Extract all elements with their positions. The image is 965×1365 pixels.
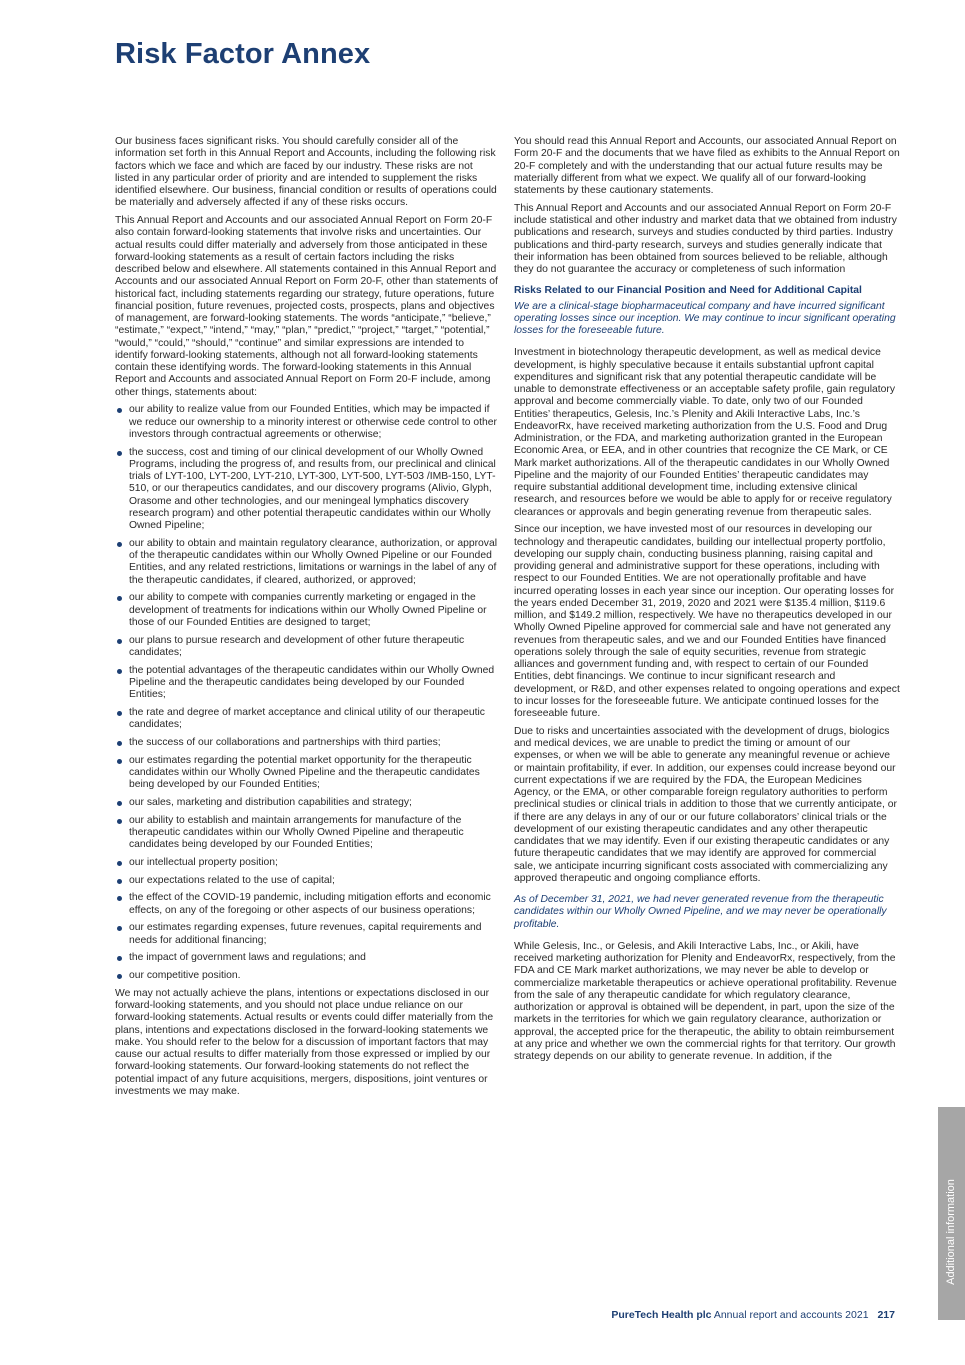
body-paragraph: Investment in biotechnology therapeutic development, as well as medical device development, is highly speculative because it entails substantial upfront capital expenditures and significant risk that any potential therapeutic candidate will be unable to demonstrate effectiveness or an acceptable safety profile, gain regulatory approval and become commercially viable. To date, only two of our Founded Entities’ therapeutics, Gelesis, Inc.’s Plenity and Akili Interactive Labs, Inc.’s EndeavorRx, have received marketing authorization from the U.S. Food and Drug Administration, or the FDA, and marketing authorization granted in the European Economic Area, or EEA, and in other countries that recognize the CE Mark, or CE Mark market authorizations. All of the therapeutic candidates in our Wholly Owned Pipeline and the majority of our Founded Entities’ therapeutic candidates may require substantial additional development time, including extensive clinical research, and resources before we would be able to apply for or receive regulatory clearances or approvals and begin generating revenue from therapeutic sales. <box>514 347 896 518</box>
list-item: our expectations related to the use of capital; <box>115 875 498 887</box>
list-item: our competitive position. <box>115 970 498 982</box>
footer-report: Annual report and accounts 2021 <box>713 1309 869 1321</box>
left-column <box>115 136 498 1104</box>
list-item: the success of our collaborations and partnerships with third parties; <box>115 737 498 749</box>
list-item: the effect of the COVID-19 pandemic, including mitigation efforts and economic effects, on any of the foregoing or other aspects of our business operations; <box>115 892 498 917</box>
list-item: our plans to pursue research and development of other future therapeutic candidates; <box>115 635 498 660</box>
section-heading: Risks Related to our Financial Position and Need for Additional Capital <box>514 285 862 297</box>
page-footer <box>611 1309 895 1321</box>
body-paragraph: Since our inception, we have invested most of our resources in developing our technology and therapeutic candidates, building our intellectual property portfolio, developing our supply chain, conducting business planning, raising capital and providing general and administrative support for these operations, including with respect to our Founded Entities. We are not operationally profitable and have incurred operating losses in each year since our inception. Our operating losses for the years ended December 31, 2019, 2020 and 2021 were $135.4 million, $119.6 million, and $149.2 million, respectively. We have no therapeutics developed in our Wholly Owned Pipeline approved for commercial sale and have not generated any revenues from therapeutic sales, and we and our Founded Entities have financed operations solely through the sale of equity securities, revenue from strategic alliances and government funding and, with respect to certain of our Founded Entities, debt financings. We continue to incur significant research and development, or R&D, and other expenses related to ongoing operations and expect to incur losses for the foreseeable future. We anticipate continued losses for the foreseeable future. <box>514 524 900 719</box>
page-title: Risk Factor Annex <box>115 38 371 70</box>
footer-company: PureTech Health plc <box>611 1309 712 1321</box>
body-paragraph: While Gelesis, Inc., or Gelesis, and Akili Interactive Labs, Inc., or Akili, have received marketing authorization for Plenity and EndeavorRx, respectively, from the FDA and CE Mark market authorizations, we may never be able to develop or commercialize marketable therapeutics or achieve operational profitability. Revenue from the sale of any therapeutic candidate for which regulatory clearance, authorization or approval is obtained will be dependent, in part, upon the size of the markets in the territories for which we gain regulatory clearance, authorization or approval, the accepted price for the therapeutic, the ability to obtain reimbursement at any price and whether we own the commercial rights for that territory. Our growth strategy depends on our ability to generate revenue. In addition, if the <box>514 940 897 1062</box>
list-item: the potential advantages of the therapeutic candidates within our Wholly Owned Pipeline and the therapeutic candidates being developed by our Founded Entities; <box>115 665 498 702</box>
list-item: our ability to compete with companies currently marketing or engaged in the development of treatments for indications within our Wholly Owned Pipeline or those of our Founded Entities are designed to target; <box>115 592 498 629</box>
side-tab-label: Additional information <box>945 1179 957 1285</box>
intro-paragraph: Our business faces significant risks. You should carefully consider all of the information set forth in this Annual Report and Accounts, including the following risk factors which we face and which are faced by our industry. These risks are not listed in any particular order of priority and are intended to supplement the risks identified elsewhere. Our business, financial condition or results of operations could be materially and adversely affected if any of these risks occurs. <box>115 136 497 209</box>
risk-heading: We are a clinical-stage biopharmaceutical company and have incurred significant operating losses since our inception. We may continue to incur significant operating losses for the foreseeable future. <box>514 300 896 336</box>
list-item: our estimates regarding expenses, future revenues, capital requirements and needs for additional financing; <box>115 922 498 947</box>
intro-paragraph: This Annual Report and Accounts and our associated Annual Report on Form 20-F also contain forward-looking statements that involve risks and uncertainties. Our actual results could differ materially and adversely from those anticipated in these forward-looking statements as a result of certain factors including the risks described below and elsewhere. All statements contained in this Annual Report and Accounts and our associated Annual Report on Form 20-F, other than statements of historical fact, including statements regarding our strategy, future operations, future financial position, future revenues, projected costs, prospects, plans and objectives of management, are forward-looking statements. The words “anticipate,” “believe,” “estimate,” “expect,” “intend,” “may,” “plan,” “predict,” “project,” “target,” “potential,” “would,” “could,” “should,” “continue” and similar expressions are intended to identify forward-looking statements, although not all forward-looking statements contain these identifying words. The forward-looking statements in this Annual Report and Accounts and associated Annual Report on Form 20-F include, among other things, statements about: <box>115 215 498 398</box>
list-item: our sales, marketing and distribution capabilities and strategy; <box>115 797 498 809</box>
list-item: our intellectual property position; <box>115 857 498 869</box>
list-item: our ability to realize value from our Founded Entities, which may be impacted if we reduce our ownership to a minority interest or otherwise cede control to other investors through contractual agreements or otherwise; <box>115 404 498 441</box>
intro-paragraph: You should read this Annual Report and Accounts, our associated Annual Report on Form 20-F and the documents that we have filed as exhibits to the Annual Report on 20-F completely and with the understanding that our actual future results may be materially different from what we expect. We qualify all of our forward-looking statements by these cautionary statements. <box>514 136 900 196</box>
list-item: the success, cost and timing of our clinical development of our Wholly Owned Programs, including the progress of, and results from, our preclinical and clinical trials of LYT-100, LYT-200, LYT-210, LYT-300, LYT-500, LYT-503 /IMB-150, LYT-510, or our therapeutics candidates, and our discovery programs (Alivio, Glyph, Orasome and other technologies, and our meningeal lymphatics discovery research program) and other potential therapeutic candidates within our Wholly Owned Pipeline; <box>115 447 498 533</box>
list-item: the rate and degree of market acceptance and clinical utility of our therapeutic candidates; <box>115 707 498 732</box>
body-paragraph: Due to risks and uncertainties associated with the development of drugs, biologics and medical devices, we are unable to predict the timing or amount of our expenses, or when we will be able to generate any meaningful revenue or achieve or maintain profitability, if ever. In addition, our expenses could increase beyond our current expectations if we are required by the FDA, the European Medicines Agency, or the EMA, or other comparable foreign regulatory authorities to perform preclinical studies or clinical trials in addition to those that we currently anticipate, or if there are any delays in any of our or our future collaborators’ clinical trials or the development of our existing therapeutic candidates and any other therapeutic candidates that we may identify. Even if our existing therapeutic candidates or any future therapeutic candidates that we may identify are approved for commercial sale, we anticipate incurring significant costs associated with commercializing any approved therapeutic and ongoing compliance efforts. <box>514 725 897 884</box>
page-number: 217 <box>877 1309 895 1321</box>
closing-paragraph: We may not actually achieve the plans, intentions or expectations disclosed in our forward-looking statements, and you should not place undue reliance on our forward-looking statements. Actual results or events could differ materially from the plans, intentions and expectations disclosed in the forward-looking statements we make. You should refer to the below for a discussion of important factors that may cause our actual results to differ materially from those expressed or implied by our forward-looking statements. Our forward-looking statements do not reflect the potential impact of any future acquisitions, mergers, dispositions, joint ventures or investments we may make. <box>115 987 494 1097</box>
list-item: our ability to establish and maintain arrangements for manufacture of the therapeutic candidates within our Wholly Owned Pipeline and therapeutic candidates being developed by our Founded Entities; <box>115 815 498 852</box>
intro-paragraph: This Annual Report and Accounts and our associated Annual Report on Form 20-F include statistical and other industry and market data that we obtained from industry publications and research, surveys and studies conducted by third parties. Industry publications and third-party research, surveys and studies generally indicate that their information has been obtained from sources believed to be reliable, although they do not guarantee the accuracy or completeness of such information <box>514 202 897 275</box>
risk-heading: As of December 31, 2021, we had never generated revenue from the therapeutic candidates within our Wholly Owned Pipeline, and we may never be operationally profitable. <box>514 894 887 930</box>
list-item: the impact of government laws and regulations; and <box>115 952 498 964</box>
right-column <box>514 136 900 1069</box>
list-item: our estimates regarding the potential market opportunity for the therapeutic candidates within our Wholly Owned Pipeline and the therapeutic candidates being developed by our Founded Entities; <box>115 755 498 792</box>
list-item: our ability to obtain and maintain regulatory clearance, authorization, or approval of the therapeutic candidates within our Wholly Owned Pipeline or our Founded Entities, and any related restrictions, limitations or warnings in the label of any of the therapeutic candidates, if cleared, authorized, or approved; <box>115 538 498 587</box>
forward-looking-list <box>115 404 498 982</box>
